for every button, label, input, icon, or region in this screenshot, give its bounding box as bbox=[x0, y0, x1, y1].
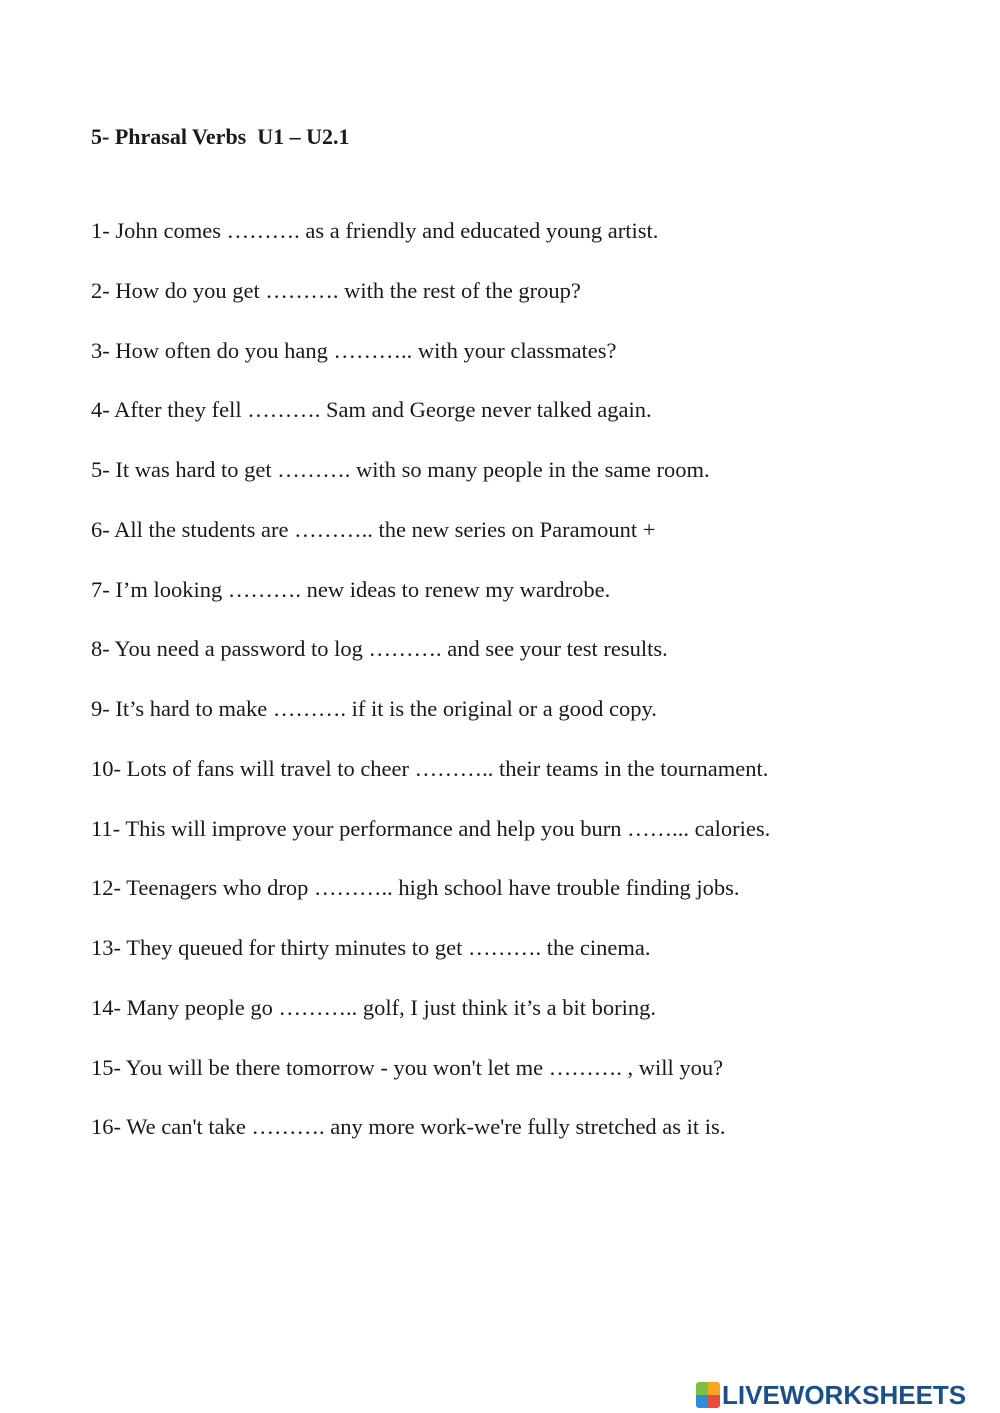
exercise-item-9: 9- It’s hard to make ………. if it is the original or a good copy. bbox=[91, 696, 657, 721]
exercise-item-2: 2- How do you get ………. with the rest of the group? bbox=[91, 277, 581, 303]
liveworksheets-logo-icon bbox=[696, 1382, 720, 1408]
exercise-item-5: 5- It was hard to get ………. with so many people in the same room. bbox=[91, 457, 710, 482]
exercise-item-8: 8- You need a password to log ………. and see your test results. bbox=[91, 636, 668, 662]
liveworksheets-brand-text: LIVEWORKSHEETS bbox=[722, 1380, 967, 1410]
exercise-item-15: 15- You will be there tomorrow - you won't let me ………. , will you? bbox=[91, 1054, 724, 1080]
exercise-item-16: 16- We can't take ………. any more work-we're fully stretched as it is. bbox=[91, 1114, 726, 1140]
exercise-item-11: 11- This will improve your performance and help you burn ……... calories. bbox=[91, 815, 771, 841]
exercise-item-7: 7- I’m looking ………. new ideas to renew my wardrobe. bbox=[91, 576, 611, 602]
worksheet-title: 5- Phrasal Verbs U1 – U2.1 bbox=[91, 124, 350, 149]
exercise-item-14: 14- Many people go ……….. golf, I just think it’s a bit boring. bbox=[91, 994, 656, 1020]
exercise-item-12: 12- Teenagers who drop ……….. high school have trouble finding jobs. bbox=[91, 875, 740, 901]
exercise-item-3: 3- How often do you hang ……….. with your classmates? bbox=[91, 337, 617, 363]
exercise-item-4: 4- After they fell ………. Sam and George never talked again. bbox=[91, 397, 652, 423]
exercise-item-6: 6- All the students are ……….. the new series on Paramount + bbox=[91, 516, 656, 542]
exercise-item-1: 1- John comes ………. as a friendly and educated young artist. bbox=[91, 218, 659, 243]
exercise-item-10: 10- Lots of fans will travel to cheer ……….. their teams in the tournament. bbox=[91, 755, 769, 781]
exercise-item-13: 13- They queued for thirty minutes to get ………. the cinema. bbox=[91, 935, 651, 960]
exercise-list bbox=[91, 214, 770, 1170]
liveworksheets-logo bbox=[696, 1378, 966, 1412]
